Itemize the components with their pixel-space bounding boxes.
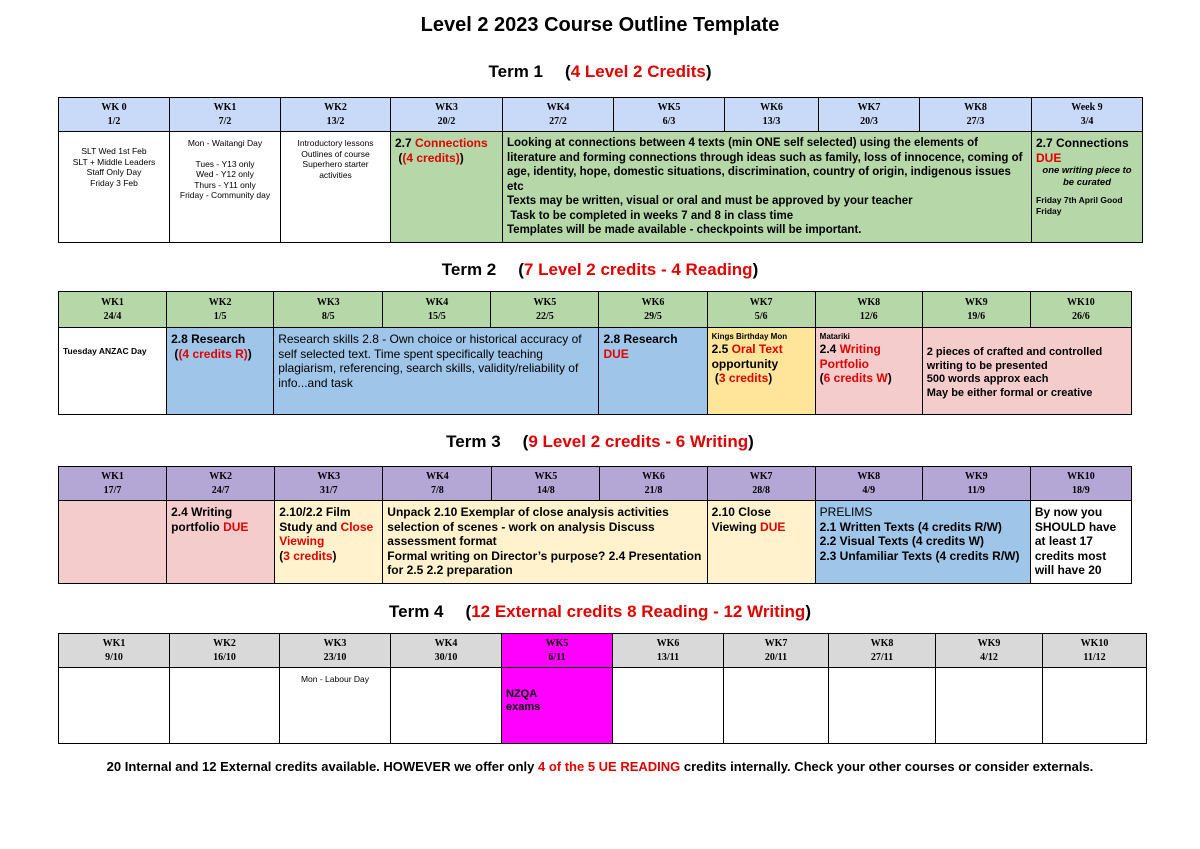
term4-week-header: WK4 30/10	[391, 634, 502, 668]
term4-wk2-cell	[170, 668, 280, 744]
term4-wk5-cell: NZQA exams	[502, 668, 613, 744]
term3-wk4-cell: Unpack 2.10 Exemplar of close analysis activities selection of scenes - work on analysis Discuss assessment format Formal writing on Director’s purpose? 2.4 Presentation for 2.5 2.2 preparation	[383, 501, 707, 584]
term3-week-header: WK9 11/9	[922, 467, 1030, 501]
term3-credits: 9 Level 2 credits - 6 Writing	[528, 432, 749, 451]
term3-table	[58, 466, 1132, 584]
term3-wk7-cell: 2.10 Close Viewing DUE	[707, 501, 815, 584]
term1-header-row	[59, 98, 1143, 132]
term3-header-row	[59, 467, 1132, 501]
term2-heading: Term 2 (7 Level 2 credits - 4 Reading)	[441, 260, 759, 279]
term2-week-header: WK4 15/5	[383, 292, 491, 328]
term1-content-row	[59, 132, 1143, 243]
term4-week-header: WK2 16/10	[170, 634, 280, 668]
term4-wk4-cell	[391, 668, 502, 744]
term2-week-header: WK5 22/5	[491, 292, 599, 328]
term3-wk10-cell: By now you SHOULD have at least 17 credits most will have 20	[1030, 501, 1131, 584]
term4-week-header: WK9 4/12	[936, 634, 1043, 668]
term1-week-header: WK4 27/2	[503, 98, 614, 132]
term3-content-row	[59, 501, 1132, 584]
term1-week-header: WK7 20/3	[819, 98, 920, 132]
term1-heading: Term 1 (4 Level 2 Credits)	[488, 62, 712, 81]
term3-week-header: WK5 14/8	[492, 467, 600, 501]
term2-content-row	[59, 328, 1132, 415]
term3-week-header: WK2 24/7	[167, 467, 275, 501]
term3-week-header: WK4 7/8	[383, 467, 492, 501]
term3-wk3-cell: 2.10/2.2 Film Study and Close Viewing (3 credits)	[275, 501, 383, 584]
term2-week-header: WK9 19/6	[922, 292, 1030, 328]
term1-week-header: WK5 6/3	[614, 98, 725, 132]
term1-credits: 4 Level 2 Credits	[570, 62, 706, 81]
term3-wk1-cell	[59, 501, 167, 584]
term4-wk3-cell: Mon - Labour Day	[280, 668, 391, 744]
term3-week-header: WK7 28/8	[707, 467, 815, 501]
term4-label: Term 4	[389, 602, 444, 621]
term4-week-header: WK5 6/11	[502, 634, 613, 668]
term2-table	[58, 291, 1132, 415]
term1-wk1-cell: Mon - Waitangi Day Tues - Y13 only Wed - Y12 only Thurs - Y11 only Friday - Community day	[170, 132, 281, 243]
term1-week-header: WK1 7/2	[170, 98, 281, 132]
term3-label: Term 3	[446, 432, 501, 451]
term1-wk0-cell: SLT Wed 1st Feb SLT + Middle Leaders Staff Only Day Friday 3 Feb	[59, 132, 170, 243]
term3-wk8-cell: PRELIMS 2.1 Written Texts (4 credits R/W) 2.2 Visual Texts (4 credits W) 2.3 Unfamiliar Texts (4 credits R/W)	[815, 501, 1030, 584]
term4-week-header: WK7 20/11	[724, 634, 829, 668]
term2-week-header: WK7 5/6	[707, 292, 815, 328]
term2-wk8-cell: Matariki 2.4 Writing Portfolio (6 credits W)	[815, 328, 922, 415]
term2-wk7-cell: Kings Birthday Mon 2.5 Oral Text opportunity (3 credits)	[707, 328, 815, 415]
term2-week-header: WK3 8/5	[274, 292, 383, 328]
term1-week-header: WK8 27/3	[920, 98, 1032, 132]
term3-week-header: WK1 17/7	[59, 467, 167, 501]
term4-week-header: WK6 13/11	[613, 634, 724, 668]
term4-wk8-cell	[829, 668, 936, 744]
term3-week-header: WK3 31/7	[275, 467, 383, 501]
term2-week-header: WK10 26/6	[1030, 292, 1131, 328]
term1-wk2-cell: Introductory lessons Outlines of course Superhero starter activities	[281, 132, 391, 243]
term2-week-header: WK2 1/5	[167, 292, 274, 328]
term2-week-header: WK1 24/4	[59, 292, 167, 328]
term2-week-header: WK8 12/6	[815, 292, 922, 328]
footer-note: 20 Internal and 12 External credits available. HOWEVER we offer only 4 of the 5 UE READING credits internally. Check your other courses or consider externals.	[106, 759, 1094, 774]
term3-heading: Term 3 (9 Level 2 credits - 6 Writing)	[446, 432, 754, 451]
term2-week-header: WK6 29/5	[599, 292, 707, 328]
term2-label: Term 2	[441, 260, 497, 279]
term1-main-cell: Looking at connections between 4 texts (min ONE self selected) using the elements of literature and forming connections through ideas such as family, loss of innocence, coming of age, identity, hope, domestic situations, discrimination, country of origin, indigenous issues etc Texts may be written, visual or oral and must be approved by your teacher Task to be completed in weeks 7 and 8 in class time Templates will be made available - checkpoints will be important.	[503, 132, 1032, 243]
term2-wk9-cell: 2 pieces of crafted and controlled writing to be presented 500 words approx each May be either formal or creative	[922, 328, 1131, 415]
term4-table	[58, 633, 1147, 744]
term2-wk3-cell: Research skills 2.8 - Own choice or historical accuracy of self selected text. Time spent specifically teaching plagiarism, referencing, search skills, validity/reliability of info...and task	[274, 328, 599, 415]
term1-week-header: WK6 13/3	[725, 98, 819, 132]
term4-wk6-cell	[613, 668, 724, 744]
term4-content-row	[59, 668, 1147, 744]
term4-wk7-cell	[724, 668, 829, 744]
term4-heading: Term 4 (12 External credits 8 Reading - 12 Writing)	[389, 602, 811, 621]
term4-header-row	[59, 634, 1147, 668]
term3-wk2-cell: 2.4 Writing portfolio DUE	[167, 501, 275, 584]
term2-credits: 7 Level 2 credits - 4 Reading	[523, 260, 753, 279]
term4-wk1-cell	[59, 668, 170, 744]
term1-wk3-cell: 2.7 Connections ((4 credits))	[391, 132, 503, 243]
term1-week-header: WK3 20/2	[391, 98, 503, 132]
page-title: Level 2 2023 Course Outline Template	[420, 14, 780, 36]
term3-week-header: WK10 18/9	[1030, 467, 1131, 501]
term1-week-header: WK2 13/2	[281, 98, 391, 132]
term1-week-header: Week 9 3/4	[1032, 98, 1143, 132]
term1-week-header: WK 0 1/2	[59, 98, 170, 132]
term4-wk9-cell	[936, 668, 1043, 744]
term4-week-header: WK1 9/10	[59, 634, 170, 668]
term1-wk9-cell: 2.7 Connections DUE one writing piece to be curated Friday 7th April Good Friday	[1032, 132, 1143, 243]
term2-wk1-cell: Tuesday ANZAC Day	[59, 328, 167, 415]
term4-week-header: WK3 23/10	[280, 634, 391, 668]
term1-table	[58, 97, 1143, 243]
term4-week-header: WK10 11/12	[1043, 634, 1147, 668]
term4-week-header: WK8 27/11	[829, 634, 936, 668]
term4-credits: 12 External credits 8 Reading - 12 Writing	[471, 602, 806, 621]
term2-wk6-cell: 2.8 Research DUE	[599, 328, 707, 415]
term2-header-row	[59, 292, 1132, 328]
term2-wk2-cell: 2.8 Research ((4 credits R))	[167, 328, 274, 415]
term4-wk10-cell	[1043, 668, 1147, 744]
term3-week-header: WK8 4/9	[815, 467, 922, 501]
term1-label: Term 1	[488, 62, 544, 81]
term3-week-header: WK6 21/8	[600, 467, 707, 501]
